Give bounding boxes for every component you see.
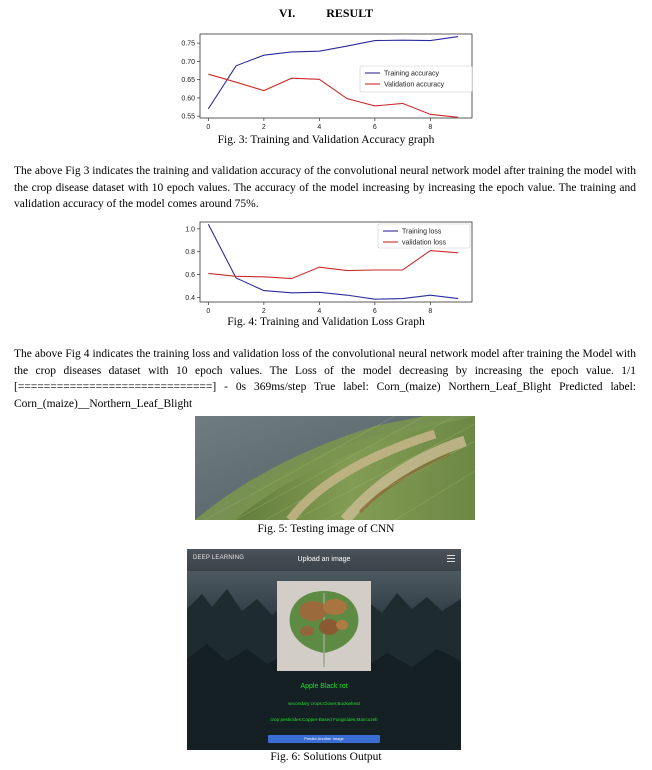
- predict-another-image-button[interactable]: Predict Another Image: [268, 735, 380, 743]
- hamburger-menu-icon[interactable]: [447, 553, 455, 565]
- app-brand: DEEP LEARNING: [193, 555, 245, 561]
- x-tick-label: 2: [261, 308, 266, 315]
- x-tick-label: 0: [206, 308, 211, 315]
- x-tick-label: 6: [372, 124, 377, 131]
- upload-title: Upload an image: [297, 556, 351, 563]
- y-tick-label: 1.0: [185, 226, 195, 234]
- y-tick-label: 0.70: [181, 58, 195, 66]
- legend-label: Validation accuracy: [384, 81, 445, 89]
- legend-label: Training accuracy: [384, 70, 439, 78]
- secondary-crops: secondary crops:Clover,Buckwheat: [288, 701, 360, 706]
- fig4-caption: Fig. 4: Training and Validation Loss Graph: [227, 316, 425, 328]
- paragraph-fig3: The above Fig 3 indicates the training and validation accuracy of the convolutional neural network model after training the model with the crop disease dataset with 10 epoch values. The accuracy of the model increasing by increasing the epoch value. The training and validation accuracy of the model comes around 75%.: [14, 165, 636, 210]
- legend-label: validation loss: [402, 239, 446, 247]
- section-title: RESULT: [326, 6, 374, 20]
- y-tick-label: 0.55: [181, 113, 195, 121]
- y-tick-label: 0.60: [181, 95, 195, 103]
- x-tick-label: 2: [261, 124, 266, 131]
- fig5-caption: Fig. 5: Testing image of CNN: [257, 523, 395, 535]
- accuracy-chart-svg: [160, 24, 480, 136]
- y-tick-label: 0.4: [185, 294, 195, 302]
- predicted-disease: Apple Black rot: [300, 683, 348, 690]
- fig3-caption: Fig. 3: Training and Validation Accuracy graph: [217, 134, 435, 146]
- x-tick-label: 4: [317, 124, 322, 131]
- y-tick-label: 0.6: [185, 272, 195, 280]
- x-tick-label: 4: [317, 308, 322, 315]
- loss-chart-svg: [160, 218, 480, 318]
- section-number: VI.: [278, 6, 296, 20]
- solutions-output-screenshot: [187, 549, 461, 750]
- y-tick-label: 0.8: [185, 249, 195, 257]
- paragraph-fig4: The above Fig 4 indicates the training loss and validation loss of the convolutional neural network model after training the Model with the crop diseases dataset with 10 epoch values. The Loss of the model decreasing by increasing the epoch value. 1/1 [==============================] - 0s 369ms/step True label: Corn_(maize) Northern_Leaf_Blight Predicted label: Corn_(maize)__Northern_Leaf_Blight: [14, 348, 636, 410]
- loss-chart: [160, 218, 480, 318]
- uploaded-apple-leaf-image: [277, 581, 371, 671]
- x-tick-label: 8: [428, 124, 433, 131]
- crop-pesticides: crop pesticides:Copper-Based Fungicides,Mancozeb: [270, 717, 378, 722]
- legend-label: Training loss: [402, 228, 442, 236]
- accuracy-chart: [160, 24, 480, 136]
- x-tick-label: 0: [206, 124, 211, 131]
- fig6-caption: Fig. 6: Solutions Output: [270, 751, 382, 763]
- testing-leaf-image: [195, 416, 475, 520]
- x-tick-label: 6: [372, 308, 377, 315]
- y-tick-label: 0.65: [181, 77, 195, 85]
- x-tick-label: 8: [428, 308, 433, 315]
- section-heading: [0, 6, 652, 21]
- y-tick-label: 0.75: [181, 40, 195, 48]
